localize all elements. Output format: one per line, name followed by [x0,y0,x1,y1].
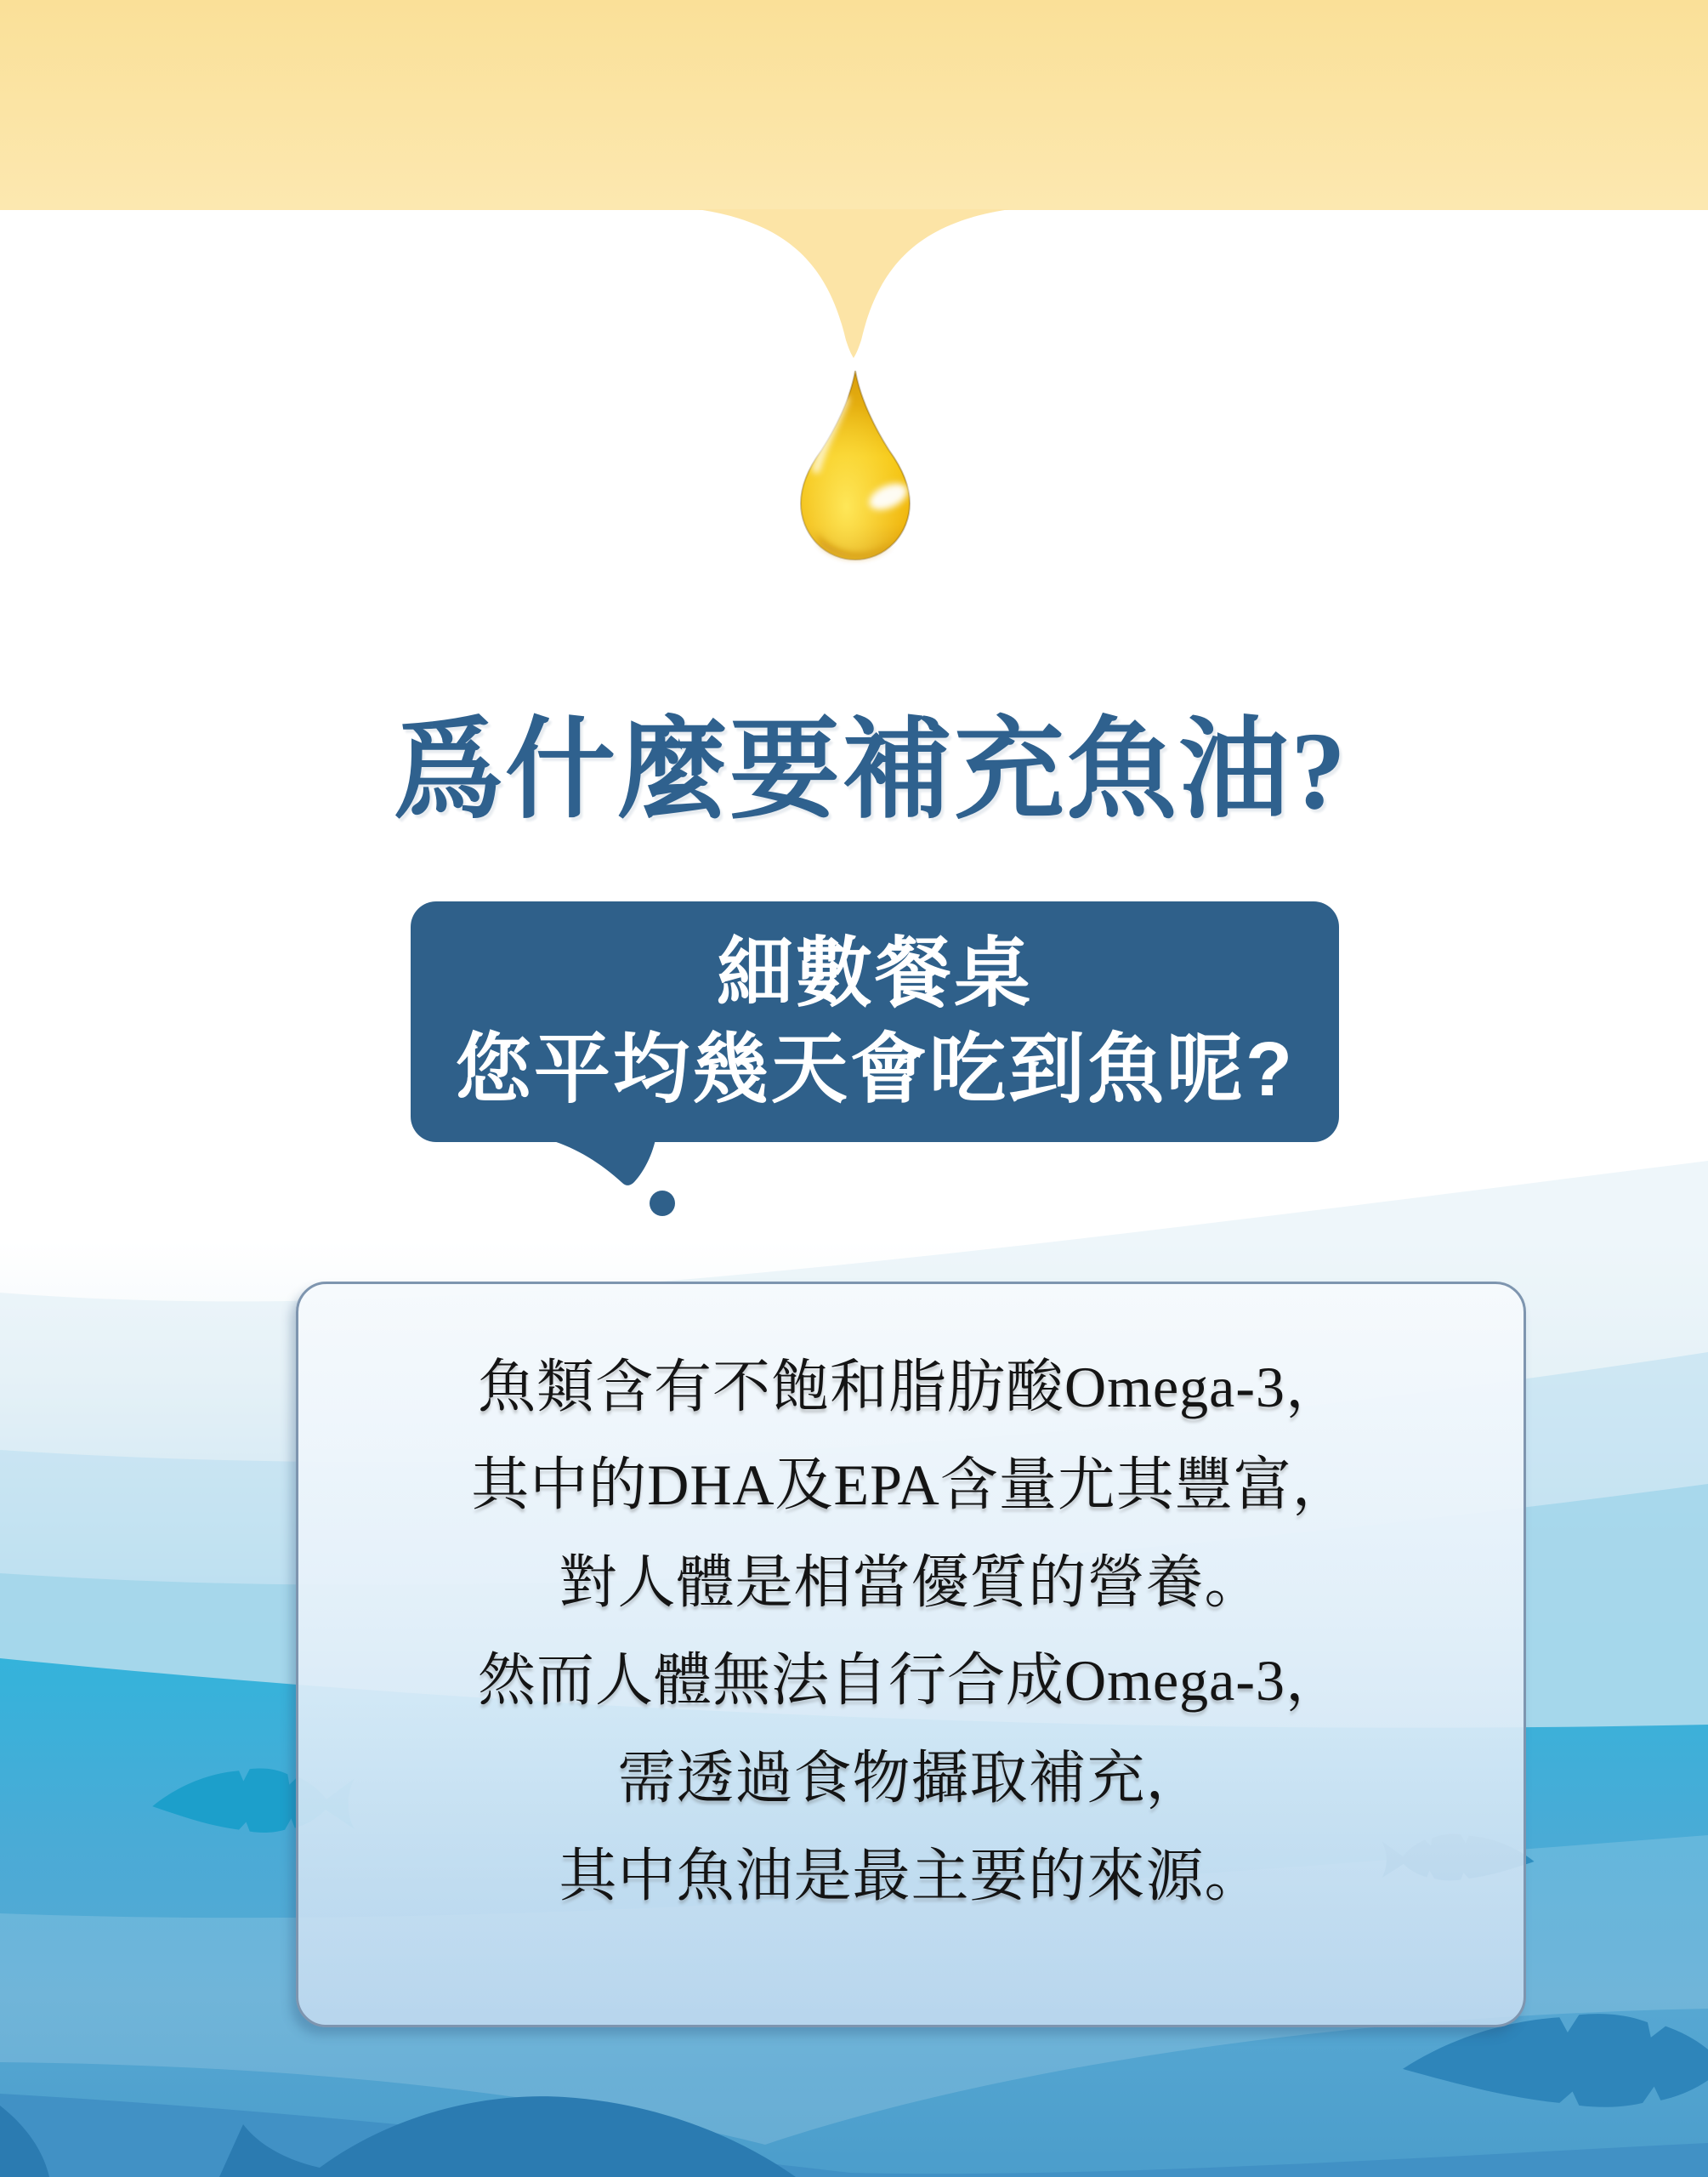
speech-bubble-tail [551,1135,675,1216]
speech-bubble-line-2: 您平均幾天會吃到魚呢? [455,1026,1295,1112]
omega3-info-card [296,1282,1526,2027]
question-speech-bubble [411,901,1339,1142]
info-card-line-3: 對人體是相當優質的營養。 [559,1550,1263,1615]
info-card-line-6: 其中魚油是最主要的來源。 [559,1844,1263,1908]
info-card-line-1: 魚類含有不飽和脂肪酸Omega-3， [477,1355,1344,1419]
info-card-line-4: 然而人體無法自行合成Omega-3， [477,1648,1344,1713]
speech-bubble-line-1: 細數餐桌 [717,930,1033,1016]
info-card-line-2: 其中的DHA及EPA含量尤其豐富， [471,1452,1351,1517]
page-title: 爲什麼要補充魚油? [392,710,1348,833]
info-card-line-5: 需透過食物攝取補充， [617,1746,1205,1810]
oil-drop-icon [801,371,911,560]
top-drip-banner [0,0,1708,358]
